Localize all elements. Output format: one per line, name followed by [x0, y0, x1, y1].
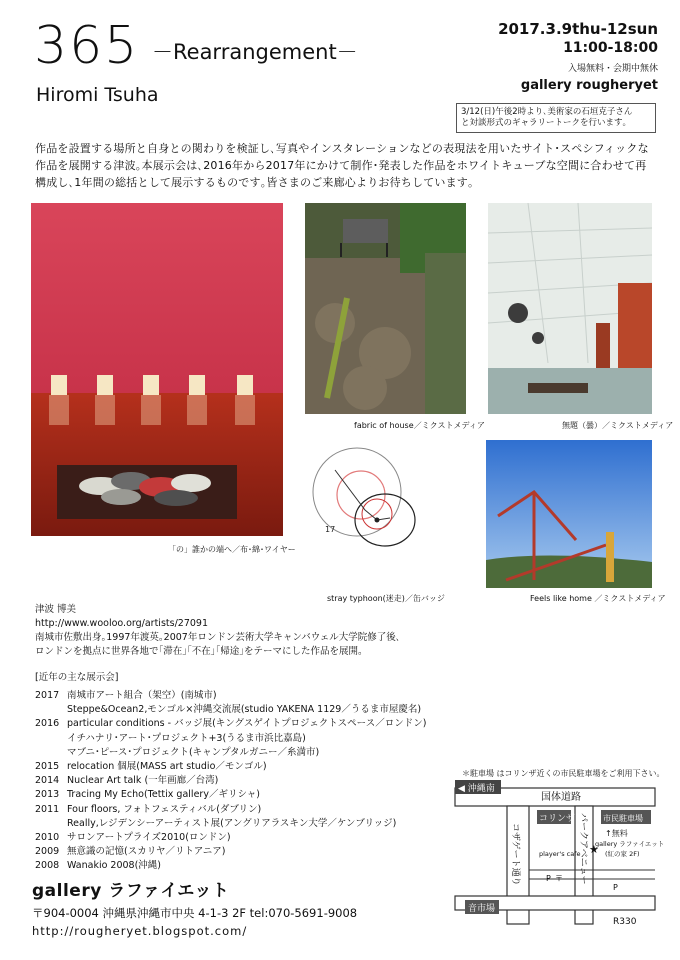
- exhibition-row: [35, 746, 426, 760]
- intro-line: 作品を展開する津波｡本展示会は､2016年から2017年にかけて制作･発表した作品をホワイトキューブな空間に合わせて再: [35, 159, 647, 172]
- gallery-url[interactable]: http://rougheryet.blogspot.com/: [32, 924, 248, 938]
- exhibition-time: 11:00-18:00: [563, 40, 658, 56]
- bio-line: 南城市佐敷出身｡1997年渡英｡2007年ロンドン芸術大学キャンバウェル大学院修了後､: [35, 632, 401, 643]
- exhibition-title: Tracing My Echo(Tettix gallery／ギリシャ): [67, 789, 260, 801]
- exhibition-title: マブニ･ピース･プロジェクト(キャンプタルガニー／糸満市): [67, 746, 320, 758]
- exhibition-row: [35, 760, 426, 774]
- artist-bio: [35, 603, 401, 659]
- talk-line: 3/12(日)午後2時より､美術家の石垣克子さん: [461, 107, 633, 117]
- exhibition-title: Steppe&Ocean2,モンゴル×沖縄交流展(studio YAKENA 1129／うるま市屋慶名): [67, 704, 422, 716]
- exhibition-row: [35, 859, 426, 873]
- exhibition-year: 2017: [35, 690, 60, 701]
- admission-note: 入場無料・会期中無休: [567, 64, 658, 74]
- exhibition-year: [35, 817, 67, 831]
- bio-line: ロンドンを拠点に世界各地で｢滞在｣｢不在｣｢帰途｣をテーマにした作品を展開｡: [35, 646, 363, 657]
- exhibition-year: 2016: [35, 718, 60, 730]
- map-label-koza-gate-text: コザゲート通り: [510, 823, 520, 886]
- exhibition-year: 2011: [35, 803, 60, 815]
- exhibition-row: [35, 717, 426, 731]
- exhibitions-list: [35, 689, 426, 874]
- exhibition-year: [35, 746, 67, 760]
- exhibition-year: 2008: [35, 860, 60, 872]
- exhibition-row: [35, 803, 426, 817]
- drawing-number: 17: [325, 525, 336, 534]
- map-label-koza-gate: [510, 823, 521, 886]
- exhibition-row: [35, 788, 426, 802]
- exhibition-year: 2009: [35, 846, 60, 858]
- photo-ceiling: [488, 203, 652, 414]
- exhibition-row: [35, 774, 426, 788]
- caption-ceiling: 無題（曇）／ミクストメディア: [562, 421, 674, 430]
- exhibition-title: サロンアートプライズ2010(ロンドン): [67, 832, 231, 844]
- gallery-logo: gallery ラファイエット: [32, 881, 230, 901]
- drawing-stray-typhoon: [305, 440, 466, 590]
- exhibitions-heading: [近年の主な展示会]: [35, 672, 119, 683]
- title-number: 365: [34, 16, 140, 76]
- map-label-gallery-sub: (紅の家 2F): [605, 850, 640, 858]
- caption-red-room: 「の」誰かの端へ／布･綿･ワイヤー: [168, 545, 296, 554]
- gallery-address: 〒904-0004 沖縄県沖縄市中央 4-1-3 2F tel:070-5691-9008: [32, 906, 358, 920]
- exhibition-year: [35, 732, 67, 746]
- exhibition-title: Really,レジデンシーアーティスト展(アングリアラスキン大学／ケンブリッジ): [67, 817, 397, 829]
- exhibition-title: Four floors, フォトフェスティバル(ダブリン): [67, 803, 262, 815]
- venue-name: gallery rougheryet: [520, 78, 658, 93]
- exhibition-row: [35, 845, 426, 859]
- caption-typhoon: stray typhoon(迷走)／缶バッジ: [327, 594, 445, 603]
- exhibition-title: particular conditions - バッジ展(キングスゲイトプロジェクトスペース／ロンドン): [67, 718, 427, 730]
- photo-fabric-of-house: [305, 203, 466, 414]
- exhibition-title: 無意識の記憶(スカリヤ／リトアニア): [67, 846, 226, 858]
- map-label-p2: P: [613, 883, 618, 892]
- gallery-talk-box: [456, 103, 656, 133]
- intro-line: 構成し､1年間の総括として展示するものです｡皆さまのご来廊心よりお待ちしています｡: [35, 176, 474, 189]
- title-subtitle: －Rearrangement－: [152, 40, 358, 64]
- exhibition-row: [35, 732, 426, 746]
- caption-fabric: fabric of house／ミクストメディア: [354, 421, 485, 430]
- exhibition-row: [35, 831, 426, 845]
- map-label-r330: R330: [613, 917, 637, 927]
- map-label-players-cafe: player's cafe: [539, 850, 581, 858]
- talk-line: と対談形式のギャラリートークを行います｡: [461, 118, 627, 128]
- bio-url[interactable]: http://www.wooloo.org/artists/27091: [35, 618, 208, 629]
- exhibition-year: 2014: [35, 775, 60, 787]
- artist-name: Hiromi Tsuha: [36, 84, 159, 106]
- intro-text: [35, 140, 655, 191]
- map-label-music-hall: 音市場: [468, 904, 496, 914]
- exhibition-row: [35, 817, 426, 831]
- intro-line: 作品を設置する場所と自身との関わりを検証し､写真やインスタレーションなどの表現法を用いたサイト･スペシフィックな: [35, 142, 649, 155]
- map-label-p: P: [546, 874, 551, 883]
- map-label-okinawa-minami: ◀ 沖縄南: [458, 784, 495, 794]
- photo-red-room: [31, 203, 283, 536]
- exhibition-title: relocation 個展(MASS art studio／モンゴル): [67, 761, 267, 773]
- photo-feels-like-home: [486, 440, 652, 588]
- exhibition-title: イチハナリ･アート･プロジェクト+3(うるま市浜比嘉島): [67, 732, 306, 744]
- exhibition-year: 2010: [35, 832, 60, 844]
- exhibition-title: 南城市アート組合（架空）(南城市): [67, 690, 217, 701]
- map-label-post: 〒: [555, 874, 563, 883]
- map-label-free: ↑無料: [605, 829, 628, 838]
- exhibition-year: 2013: [35, 789, 60, 801]
- svg-text:★: ★: [589, 843, 599, 856]
- exhibition-row: [35, 703, 426, 717]
- access-map: [455, 778, 665, 928]
- exhibition-row: [35, 689, 426, 703]
- map-label-parking: 市民駐車場: [603, 814, 643, 823]
- map-label-gallery: gallery ラファイエット: [595, 840, 665, 848]
- bio-name: 津波 博美: [35, 604, 77, 615]
- exhibition-year: [35, 703, 67, 717]
- map-label-park-avenue: パークアベニュー: [578, 813, 588, 885]
- map-label-route: 国体道路: [541, 792, 581, 803]
- map-label-corinza: コリンザ: [539, 814, 576, 824]
- exhibition-title: Nuclear Art talk (一年画廊／台湾): [67, 775, 219, 787]
- exhibition-title: Wanakio 2008(沖縄): [67, 860, 162, 872]
- exhibition-date: 2017.3.9thu-12sun: [498, 20, 658, 38]
- caption-feels: Feels like home ／ミクストメディア: [530, 594, 666, 603]
- parking-note: ＊駐車場 はコリンザ近くの市民駐車場をご利用下さい｡: [462, 769, 661, 778]
- exhibition-year: 2015: [35, 761, 60, 773]
